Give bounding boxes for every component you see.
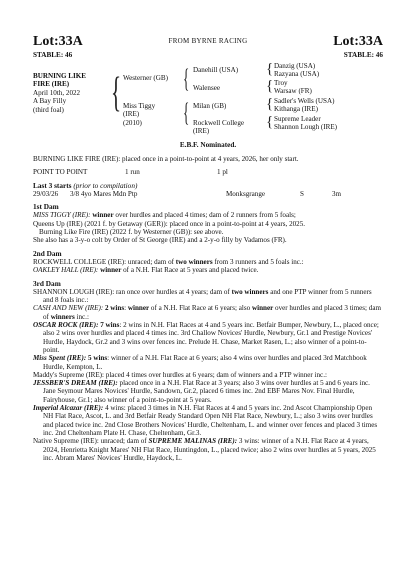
brace-dd: { <box>266 114 274 130</box>
produce-maddys-supreme: Maddy's Supreme (IRE): placed 4 times over hurdles at 6 years; dam of winners and a PTP winner inc.: <box>33 370 327 379</box>
lot-number-right: Lot:33A <box>333 34 383 49</box>
produce-miss-spent: Miss Spent (IRE): 5 wins: winner of a N.H. Flat Race at 6 years; also 4 wins over hurdles and placed 3rd Matchbook Hurdle, Kempton, L. <box>33 354 367 371</box>
stable-left: STABLE: 46 <box>33 51 73 59</box>
record-runs: 1 run <box>125 168 140 177</box>
first-dam-heading: 1st Dam <box>33 202 59 212</box>
brace-dam: { <box>183 98 190 127</box>
produce-oscar-rock: OSCAR ROCK (IRE): 7 wins: 2 wins in N.H. Flat Races at 4 and 5 years inc. Betfair Bumper, Newbury, L., placed once; also 2 wins over hurdles and placed 4 times inc. 3rd Challow Novices' Hurdle, Newbury, Gr.1 and Prestige Novices' Hurdle, Haydock, Gr.2 and 3 wins over fences inc. Prelude H. Chase, Market Rasen, L.; also winner of a point-to-point. <box>33 321 379 354</box>
second-dam-heading: 2nd Dam <box>33 248 62 258</box>
brace-ss: { <box>266 61 274 77</box>
sire-sire: Danehill (USA) <box>193 66 239 74</box>
brace-ds: { <box>266 96 274 112</box>
third-dam-produce-cash: CASH AND NEW (IRE): 2 wins: winner of a N.H. Flat Race at 6 years; also winner over hurdles and placed 3 times; dam of winners inc.: <box>33 304 382 321</box>
start-going: S <box>300 189 304 198</box>
dam-dam: Rockwell College (IRE) <box>193 119 245 136</box>
pedigree-ddd: Shannon Lough (IRE) <box>274 123 338 131</box>
pedigree-sds: Troy <box>274 79 288 87</box>
first-dam-text: MISS TIGGY (IRE): winner over hurdles and placed 4 times; dam of 2 runners from 5 foals; <box>33 211 296 220</box>
brace-sd: { <box>266 78 274 94</box>
stable-right: STABLE: 46 <box>343 51 383 59</box>
start-venue: Monksgrange <box>226 189 266 198</box>
last-3-starts-heading: Last 3 starts (prior to compilation) <box>33 180 138 190</box>
last-start-row <box>33 190 383 198</box>
first-dam-produce-3: She also has a 3-y-o colt by Order of St George (IRE) and a 2-y-o filly by Vadamos (FR). <box>33 236 287 245</box>
pedigree-dsd: Kithanga (IRE) <box>274 105 318 113</box>
lot-header <box>33 34 383 64</box>
horse-summary-text: BURNING LIKE FIRE (IRE): placed once in a point-to-point at 4 years, 2026, her only start. <box>33 155 299 163</box>
brace-main: { <box>111 70 122 116</box>
first-dam-produce-2: Burning Like Fire (IRE) (2022 f. by Westerner (GB)): see above. <box>39 228 224 237</box>
pedigree-dss: Sadler's Wells (USA) <box>274 97 335 105</box>
second-dam-text: ROCKWELL COLLEGE (IRE): unraced; dam of two winners from 3 runners and 5 foals inc.: <box>33 257 304 266</box>
pedigree-sdd: Warsaw (FR) <box>274 87 312 95</box>
start-date: 29/03/26 <box>33 189 59 198</box>
sire-dam: Walensee <box>193 84 220 92</box>
lot-number-left: Lot:33A <box>33 34 83 49</box>
produce-jessbers-dream: JESSBER'S DREAM (IRE): placed once in a N.H. Flat Race at 3 years; also 3 wins over hurdles at 5 and 6 years inc. Jane Seymour Mares Novices' Hurdle, Sandown, Gr.2, placed 6 times inc. 2nd EBF Mares Nov. Final Hurdle, Fairyhouse, Gr.1; also winner of a point-to-point at 5 years. <box>33 379 370 404</box>
ebf-nominated: E.B.F. Nominated. <box>179 141 237 149</box>
third-dam-heading: 3rd Dam <box>33 278 61 288</box>
start-distance: 3m <box>332 189 342 198</box>
sire: Westerner (GB) <box>123 74 168 82</box>
pedigree-ssd: Razyana (USA) <box>274 70 320 78</box>
horse-sex: A Bay Filly <box>33 97 67 106</box>
dam: Miss Tiggy (IRE) (2010) <box>123 102 156 127</box>
pedigree-dds: Supreme Leader <box>274 115 321 123</box>
vendor-line: FROM BYRNE RACING <box>168 37 248 45</box>
horse-name-line2: FIRE (IRE) <box>33 80 70 89</box>
race-record <box>33 168 383 176</box>
record-label: POINT TO POINT <box>33 168 88 177</box>
second-dam-produce: OAKLEY HALL (IRE): winner of a N.H. Flat Race at 5 years and placed twice. <box>33 266 259 275</box>
brace-sire: { <box>183 64 190 93</box>
pedigree-table <box>33 61 383 138</box>
dam-sire: Milan (GB) <box>193 102 227 110</box>
catalogue-page <box>33 34 383 462</box>
start-result: 3/8 4yo Mares Mdn Ptp <box>70 189 138 198</box>
produce-imperial-alcazar: Imperial Alcazar (IRE): 4 wins: placed 3 times in N.H. Flat Races at 4 and 5 years inc. 2nd Ascot Championship Open NH Flat Race, Ascot, L. and 3rd Betfair Ready Standard Open NH Flat Race, Newbury, L.; also 3 wins over hurdles and placed twice inc. 2nd Close Brothers Novices' Hurdle, Cheltenham, L. and winner over fences and placed 3 times inc. 2nd Cheltenham Plate H. Chase, Cheltenham, Gr.3. <box>33 404 378 437</box>
horse-name-line1: BURNING LIKE <box>33 72 87 80</box>
third-dam-text: SHANNON LOUGH (IRE): ran once over hurdles at 4 years; dam of two winners and one PTP winner from 5 runners and 8 foals inc.: <box>33 287 372 305</box>
produce-native-supreme: Native Supreme (IRE): unraced; dam of SUPREME MALINAS (IRE): 3 wins: winner of a N.H. Flat Race at 4 years, 2024, Henrietta Knight Mares' NH Flat Race, Huntingdon, L., placed twice; also 2 wins over hurdles at 5 years, 2025 inc. Abram Mares' Novices' Hurdle, Haydock, L. <box>33 437 376 462</box>
foaling-date: April 10th, 2022 <box>33 88 81 97</box>
first-dam-produce-1: Queens Up (IRE) (2021 f. by Getaway (GER)): placed once in a point-to-point at 4 years, 2025. <box>33 219 306 228</box>
horse-summary <box>33 72 86 114</box>
foal-number: (third foal) <box>33 105 64 114</box>
pedigree-sss: Danzig (USA) <box>274 62 316 70</box>
record-placed: 1 pl <box>217 168 228 177</box>
